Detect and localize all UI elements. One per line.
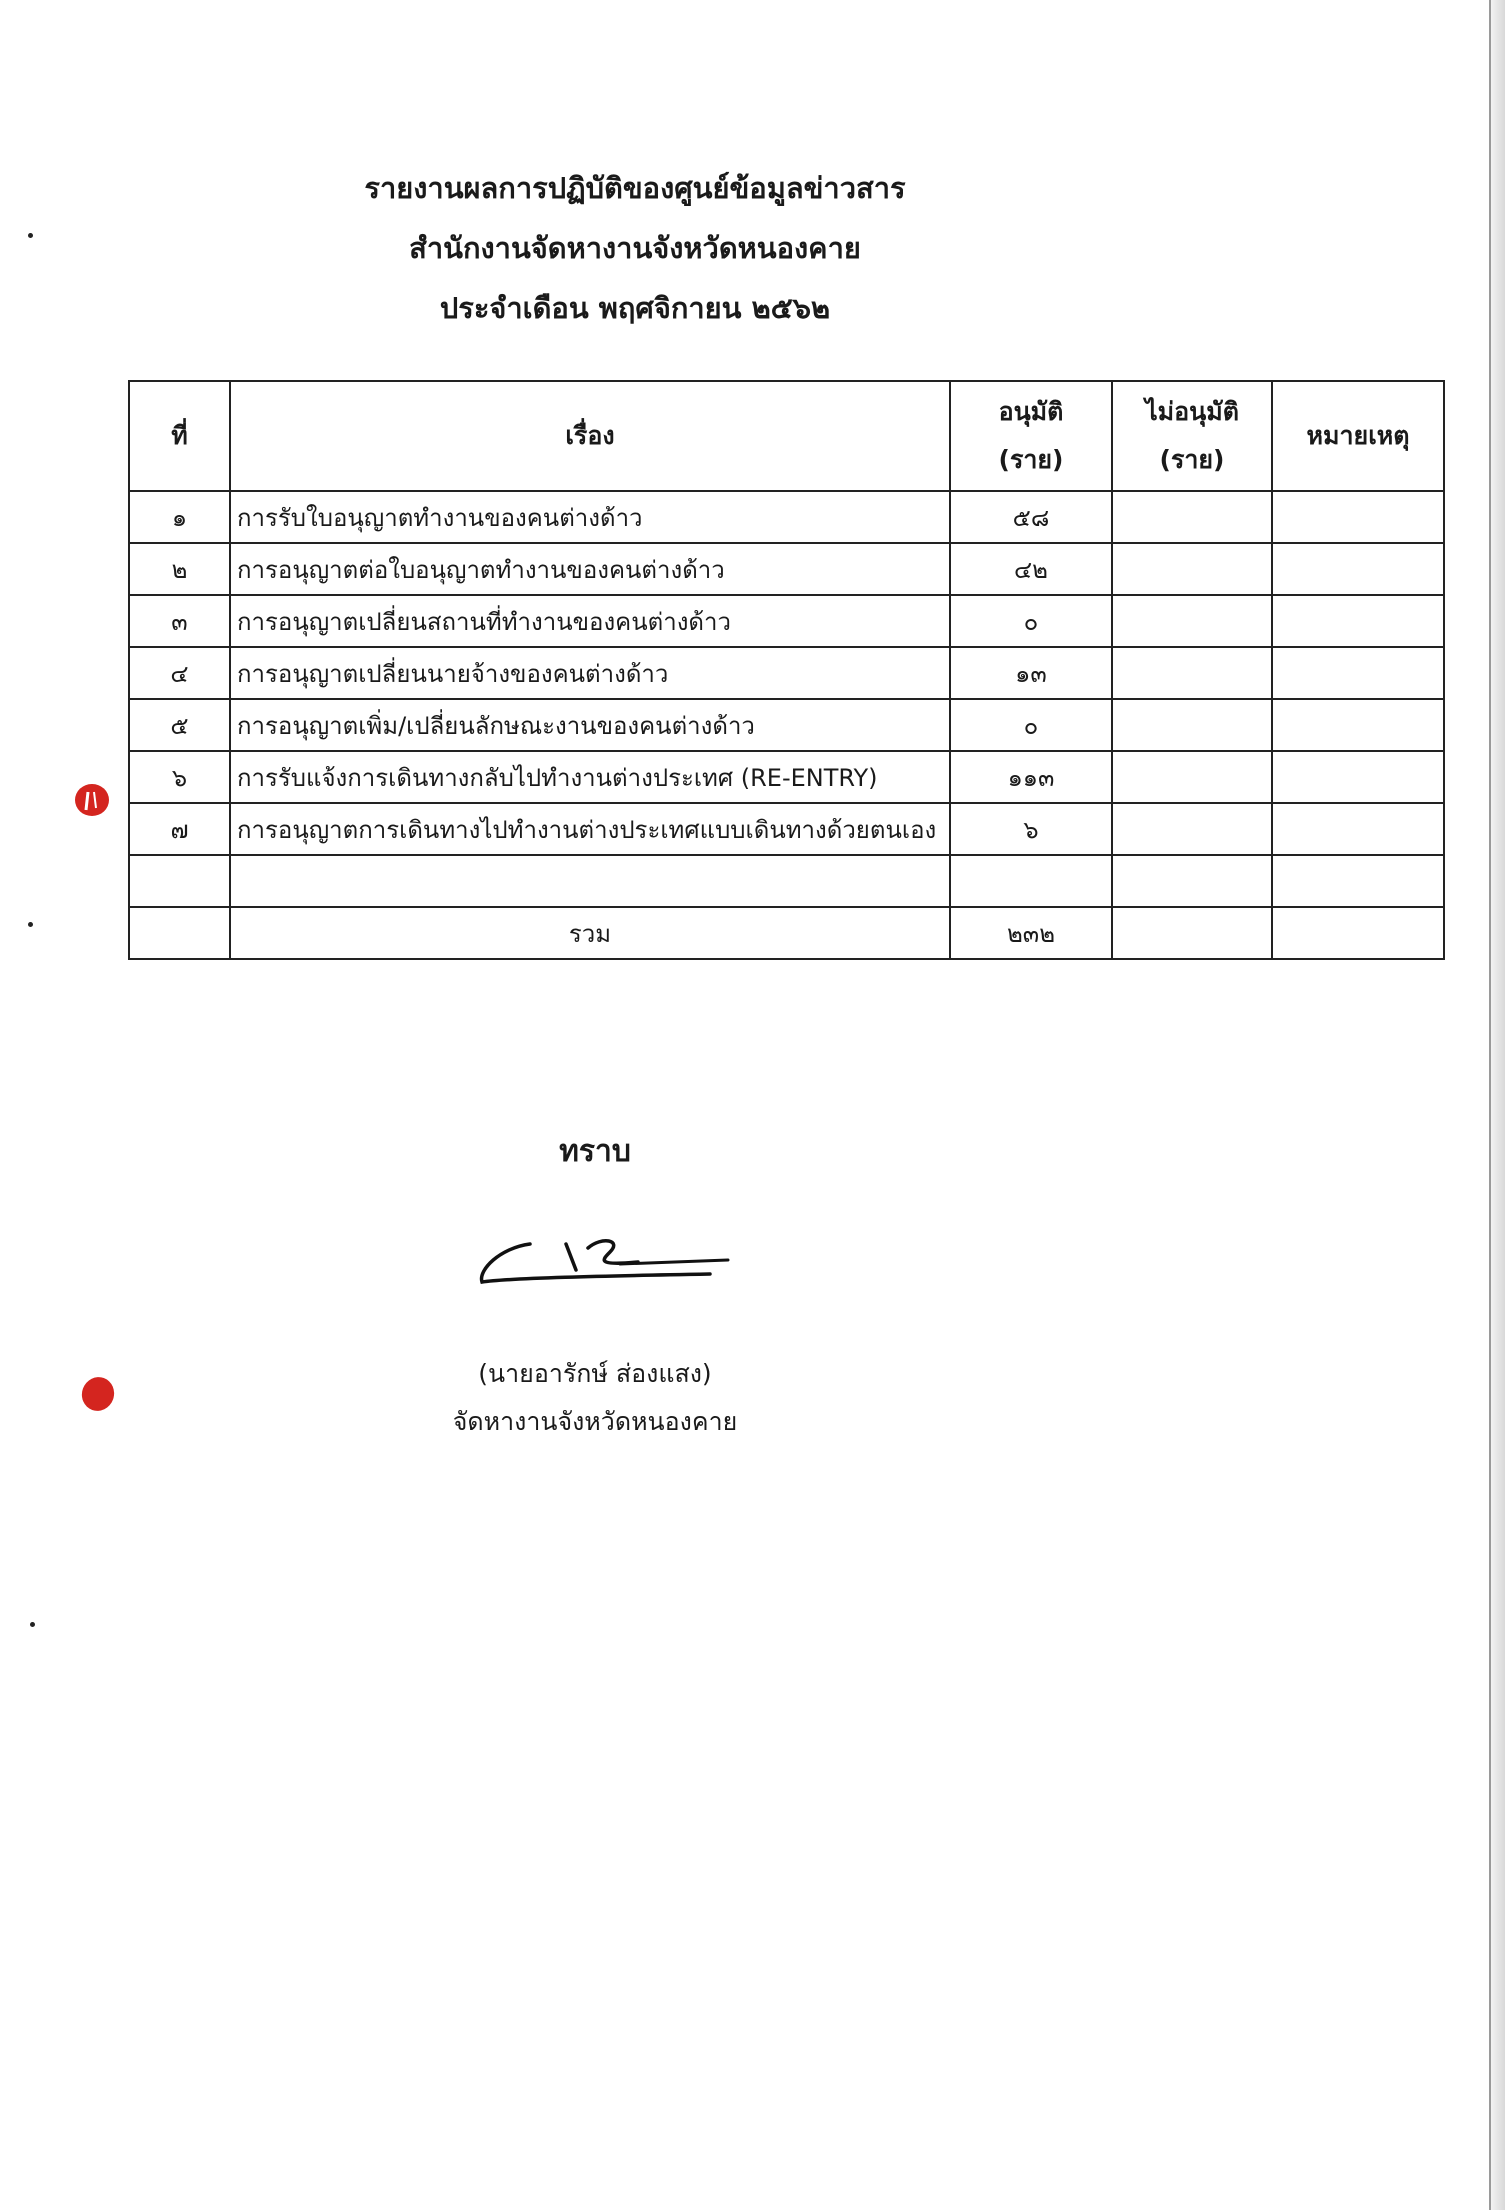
- row-remarks: [1272, 491, 1444, 543]
- row-topic: การอนุญาตเปลี่ยนสถานที่ทำงานของคนต่างด้าว: [230, 595, 950, 647]
- row-approved: ๔๒: [950, 543, 1112, 595]
- row-no: ๗: [129, 803, 230, 855]
- row-remarks: [1272, 855, 1444, 907]
- page-edge: [1491, 0, 1505, 2210]
- row-not-approved: [1112, 803, 1272, 855]
- total-label: รวม: [230, 907, 950, 959]
- row-not-approved: [1112, 751, 1272, 803]
- total-not-approved: [1112, 907, 1272, 959]
- table-row: [129, 543, 1444, 595]
- row-remarks: [1272, 543, 1444, 595]
- row-approved: ๐: [950, 595, 1112, 647]
- header-not-approved-unit: (ราย): [1159, 445, 1225, 474]
- row-no: ๑: [129, 491, 230, 543]
- table-header-row: [129, 381, 1444, 491]
- report-table: [128, 380, 1445, 960]
- row-not-approved: [1112, 543, 1272, 595]
- header-not-approved-label: ไม่อนุมัติ: [1145, 397, 1239, 426]
- signature: [470, 1230, 740, 1300]
- row-remarks: [1272, 699, 1444, 751]
- row-topic: การรับแจ้งการเดินทางกลับไปทำงานต่างประเทศ (RE-ENTRY): [230, 751, 950, 803]
- signer-block: [0, 1350, 1190, 1446]
- acknowledgement-title: ทราบ: [559, 1134, 631, 1169]
- report-period: ประจำเดือน พฤศจิกายน ๒๕๖๒: [439, 291, 831, 325]
- report-title: รายงานผลการปฏิบัติของศูนย์ข้อมูลข่าวสาร: [364, 171, 906, 205]
- header-no: ที่: [129, 381, 230, 491]
- total-remarks: [1272, 907, 1444, 959]
- row-no: [129, 855, 230, 907]
- header-not-approved: [1112, 381, 1272, 491]
- row-no: ๒: [129, 543, 230, 595]
- row-not-approved: [1112, 647, 1272, 699]
- table-row: [129, 699, 1444, 751]
- row-remarks: [1272, 803, 1444, 855]
- row-topic: การอนุญาตการเดินทางไปทำงานต่างประเทศแบบเดินทางด้วยตนเอง: [230, 803, 950, 855]
- page-edge-line: [1489, 0, 1491, 2210]
- header-approved: [950, 381, 1112, 491]
- total-approved: ๒๓๒: [950, 907, 1112, 959]
- table-row: [129, 491, 1444, 543]
- header-approved-label: อนุมัติ: [998, 397, 1064, 426]
- row-no: ๓: [129, 595, 230, 647]
- row-not-approved: [1112, 855, 1272, 907]
- row-remarks: [1272, 595, 1444, 647]
- speck-mark: [30, 1622, 35, 1627]
- table-row: [129, 595, 1444, 647]
- punch-hole-mark-upper: [70, 780, 114, 820]
- row-not-approved: [1112, 699, 1272, 751]
- row-approved: ๑๓: [950, 647, 1112, 699]
- row-topic: การอนุญาตเพิ่ม/เปลี่ยนลักษณะงานของคนต่างด้าว: [230, 699, 950, 751]
- table-total-row: [129, 907, 1444, 959]
- row-remarks: [1272, 647, 1444, 699]
- signer-name: (นายอารักษ์ ส่องแสง): [478, 1359, 712, 1388]
- row-topic: การอนุญาตเปลี่ยนนายจ้างของคนต่างด้าว: [230, 647, 950, 699]
- row-approved: ๑๑๓: [950, 751, 1112, 803]
- office-name: สำนักงานจัดหางานจังหวัดหนองคาย: [409, 231, 861, 265]
- header-remarks: หมายเหตุ: [1272, 381, 1444, 491]
- table-row: [129, 751, 1444, 803]
- punch-hole-mark-lower: [78, 1374, 118, 1414]
- row-not-approved: [1112, 595, 1272, 647]
- row-approved: ๕๘: [950, 491, 1112, 543]
- table-row-empty: [129, 855, 1444, 907]
- row-approved: ๖: [950, 803, 1112, 855]
- row-approved: [950, 855, 1112, 907]
- total-no: [129, 907, 230, 959]
- speck-mark: [28, 922, 33, 927]
- row-topic: [230, 855, 950, 907]
- acknowledgement-block: [0, 1128, 1190, 1175]
- header-topic: เรื่อง: [230, 381, 950, 491]
- report-title-block: [0, 158, 1270, 338]
- row-no: ๔: [129, 647, 230, 699]
- row-no: ๖: [129, 751, 230, 803]
- speck-mark: [28, 233, 33, 238]
- row-not-approved: [1112, 491, 1272, 543]
- header-approved-unit: (ราย): [998, 445, 1064, 474]
- table-row: [129, 647, 1444, 699]
- row-no: ๕: [129, 699, 230, 751]
- row-remarks: [1272, 751, 1444, 803]
- row-topic: การอนุญาตต่อใบอนุญาตทำงานของคนต่างด้าว: [230, 543, 950, 595]
- table-row: [129, 803, 1444, 855]
- row-topic: การรับใบอนุญาตทำงานของคนต่างด้าว: [230, 491, 950, 543]
- signer-position: จัดหางานจังหวัดหนองคาย: [452, 1407, 738, 1436]
- row-approved: ๐: [950, 699, 1112, 751]
